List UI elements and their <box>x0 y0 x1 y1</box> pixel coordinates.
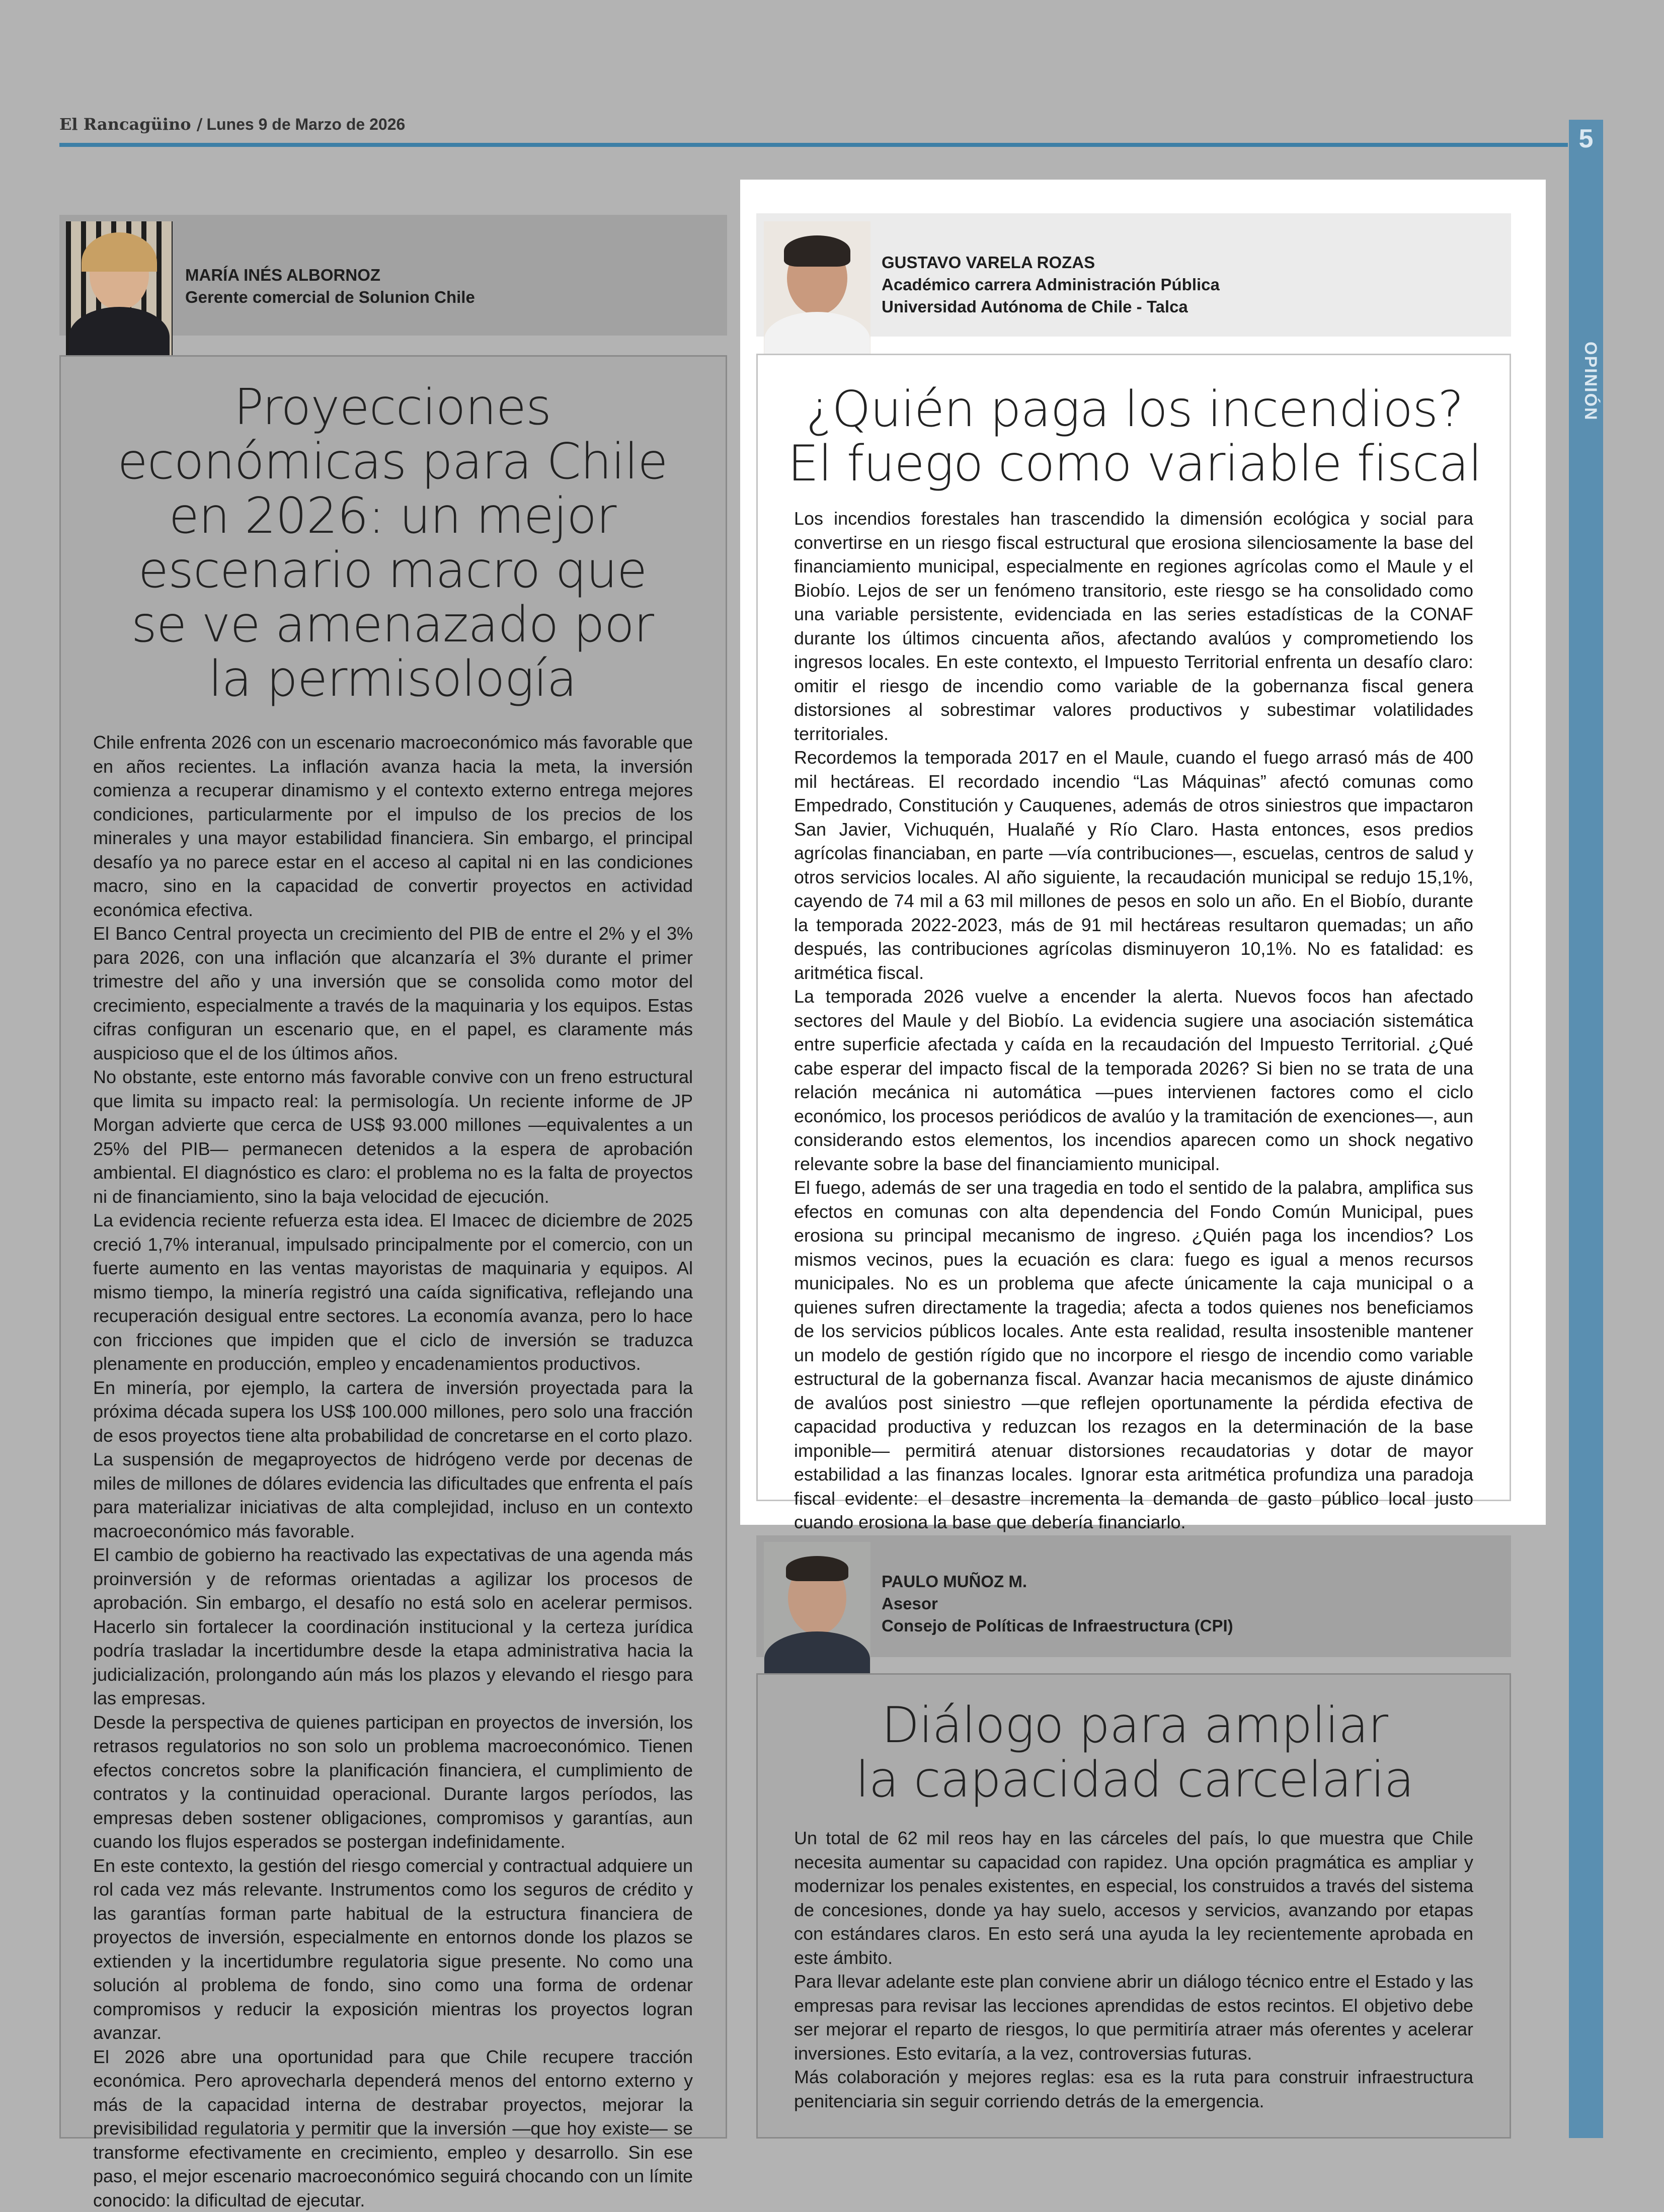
masthead <box>59 115 405 134</box>
paragraph: La evidencia reciente refuerza esta idea. El Imacec de diciembre de 2025 creció 1,7% interanual, impulsado principalmente por el comercio, con un fuerte aumento en las ventas mayoristas de maquinaria y equipos. Al mismo tiempo, la minería registró una caída significativa, reflejando una recuperación desigual entre sectores. La economía avanza, pero lo hace con fricciones que impiden que el ciclo de inversión se traduzca plenamente en producción, empleo y encadenamientos productivos. <box>93 1208 693 1376</box>
author-name: PAULO MUÑOZ M. <box>882 1571 1233 1593</box>
author-role: Académico carrera Administración Pública <box>882 274 1220 296</box>
article-body-left <box>93 730 693 2212</box>
header-rule <box>59 143 1568 147</box>
author-photo-munoz <box>764 1542 870 1684</box>
paragraph: El 2026 abre una oportunidad para que Chile recupere tracción económica. Pero aprovecharla dependerá menos del entorno externo y más de la capacidad interna de destrabar proyectos, mejorar la previsibilidad regulatoria y permitir que la inversión —que hoy existe— se transforme efectivamente en crecimiento, empleo y desarrollo. Sin ese paso, el mejor escenario macroeconómico seguirá chocando con un límite conocido: la dificultad de ejecutar. <box>93 2045 693 2212</box>
headline-line: económicas para Chile <box>81 435 704 489</box>
author-institution: Consejo de Políticas de Infraestructura (CPI) <box>882 1615 1233 1637</box>
paragraph: Chile enfrenta 2026 con un escenario macroeconómico más favorable que en años recientes. La inflación avanza hacia la meta, la inversión comienza a recuperar dinamismo y el contexto externo entrega mejores condiciones, particularmente por el impulso de los precios de los minerales y una mayor estabilidad financiera. Sin embargo, el principal desafío ya no parece estar en el acceso al capital ni en las condiciones macro, sino en la capacidad de convertir proyectos en actividad económica efectiva. <box>93 730 693 922</box>
section-label: OPINIÓN <box>1572 331 1600 432</box>
author-photo-varela <box>764 221 870 363</box>
headline-line: Proyecciones <box>81 380 704 435</box>
paragraph: Más colaboración y mejores reglas: esa es la ruta para construir infraestructura penitenciaria sin seguir corriendo detrás de la emergencia. <box>794 2065 1473 2113</box>
author-role: Asesor <box>882 1593 1233 1615</box>
paragraph: Desde la perspectiva de quienes participan en proyectos de inversión, los retrasos regulatorios no son solo un problema macroeconómico. Tienen efectos concretos sobre la planificación financiera, el cumplimiento de contratos y la continuidad operacional. Durante largos períodos, las empresas deben sostener obligaciones, compromisos y garantías, aun cuando los flujos esperados se postergan indefinidamente. <box>93 1710 693 1854</box>
paragraph: En este contexto, la gestión del riesgo comercial y contractual adquiere un rol cada vez más relevante. Instrumentos como los seguros de crédito y las garantías forman parte habitual de la estructura financiera de proyectos de inversión, especialmente en entornos donde los plazos se extienden y la incertidumbre regulatoria sigue presente. No como una solución al problema de fondo, sino como una forma de ordenar compromisos y reducir la exposición mientras los proyectos logran avanzar. <box>93 1854 693 2045</box>
paragraph: En minería, por ejemplo, la cartera de inversión proyectada para la próxima década supera los US$ 100.000 millones, pero solo una fracción de esos proyectos tiene alta probabilidad de concretarse en el corto plazo. La suspensión de megaproyectos de hidrógeno verde por decenas de miles de millones de dólares evidencia las dificultades que enfrenta el país para materializar iniciativas de alta complejidad, incluso en un contexto macroeconómico más favorable. <box>93 1376 693 1543</box>
headline-line: se ve amenazado por <box>81 598 704 652</box>
article-body-munoz <box>794 1826 1473 2113</box>
author-info-munoz <box>882 1571 1233 1637</box>
paragraph: El cambio de gobierno ha reactivado las expectativas de una agenda más proinversión y de reformas orientadas a agilizar los procesos de aprobación. Sin embargo, el desafío no está solo en acelerar permisos. Hacerlo sin fortalecer la coordinación institucional y la certeza jurídica podría trasladar la incertidumbre desde la etapa administrativa hacia la judicialización, prolongando aún más los plazos y elevando el riesgo para las empresas. <box>93 1543 693 1710</box>
headline-line: en 2026: un mejor <box>81 489 704 543</box>
masthead-paper: El Rancagüino / <box>59 115 202 134</box>
paragraph: Los incendios forestales han trascendido la dimensión ecológica y social para convertirse en un riesgo fiscal estructural que erosiona silenciosamente la base del financiamiento municipal, especialmente en regiones agrícolas como el Maule y el Biobío. Lejos de ser un fenómeno transitorio, este riesgo se ha consolidado como una variable persistente, evidenciada en las series estadísticas de la CONAF durante los últimos cincuenta años, afectando avalúos y comprometiendo los ingresos locales. En este contexto, el Impuesto Territorial enfrenta un desafío claro: omitir el riesgo de incendio como variable de la gobernanza fiscal genera distorsiones al sobrestimar valores productivos y subestimar volatilidades territoriales. <box>794 507 1473 746</box>
section-sidebar <box>1569 120 1603 2138</box>
article-body-varela <box>794 507 1473 1534</box>
author-role: Gerente comercial de Solunion Chile <box>185 286 475 308</box>
paragraph: Un total de 62 mil reos hay en las cárceles del país, lo que muestra que Chile necesita aumentar su capacidad con rapidez. Una opción pragmática es ampliar y modernizar los penales existentes, en especial, los construidos a través del sistema de concesiones, donde ya hay suelo, accesos y servicios, avanzando por etapas con estándares claros. En esto será una ayuda la ley recientemente aprobada en este ámbito. <box>794 1826 1473 1970</box>
headline-munoz <box>770 1698 1499 1807</box>
headline-left <box>81 380 704 706</box>
headline-varela <box>770 382 1499 491</box>
paragraph: La temporada 2026 vuelve a encender la alerta. Nuevos focos han afectado sectores del Maule y del Biobío. La evidencia sugiere una asociación sistemática entre superficie afectada y caída en la recaudación del Impuesto Territorial. ¿Qué cabe esperar del impacto fiscal de la temporada 2026? Si bien no se trata de una relación mecánica ni automática —pues intervienen factores como el ciclo económico, los procesos periódicos de avalúo y la tramitación de exenciones—, aun considerando estos elementos, los incendios aparecen como un shock negativo relevante sobre la base del financiamiento municipal. <box>794 985 1473 1176</box>
page-number: 5 <box>1569 124 1603 154</box>
headline-line: la capacidad carcelaria <box>770 1753 1499 1807</box>
paragraph: Para llevar adelante este plan conviene abrir un diálogo técnico entre el Estado y las empresas para revisar las lecciones aprendidas de estos recintos. El objetivo debe ser mejorar el reparto de riesgos, lo que permitiría atraer más oferentes y acelerar inversiones. Esto evitaría, a la vez, controversias futuras. <box>794 1970 1473 2065</box>
masthead-date: Lunes 9 de Marzo de 2026 <box>206 115 405 133</box>
author-name: GUSTAVO VARELA ROZAS <box>882 252 1220 274</box>
paragraph: Recordemos la temporada 2017 en el Maule, cuando el fuego arrasó más de 400 mil hectáreas. El recordado incendio “Las Máquinas” afectó comunas como Empedrado, Constitución y Cauquenes, además de otros siniestros que impactaron San Javier, Vichuquén, Hualañé y Río Claro. Hasta entonces, esos predios agrícolas financiaban, en parte —vía contribuciones—, escuelas, centros de salud y otros servicios locales. Al año siguiente, la recaudación municipal se redujo 15,1%, cayendo de 74 mil a 63 mil millones de pesos en solo un año. En el Biobío, durante la temporada 2022-2023, más de 91 mil hectáreas resultaron quemadas; un año después, las contribuciones agrícolas disminuyeron 10,1%. No es fatalidad: es aritmética fiscal. <box>794 746 1473 985</box>
headline-line: El fuego como variable fiscal <box>770 437 1499 491</box>
author-info-albornoz <box>185 264 475 308</box>
paragraph: El Banco Central proyecta un crecimiento del PIB de entre el 2% y el 3% para 2026, con una inflación que alcanzaría el 3% durante el primer trimestre del año y una inversión que se consolida como motor del crecimiento, especialmente a través de la maquinaria y los equipos. Estas cifras configuran un escenario que, en el papel, es claramente más auspicioso que el de los últimos años. <box>93 922 693 1065</box>
paragraph: El fuego, además de ser una tragedia en todo el sentido de la palabra, amplifica sus efectos en comunas con alta dependencia del Fondo Común Municipal, pues erosiona su principal mecanismo de ingreso. ¿Quién paga los incendios? Los mismos vecinos, pues la ecuación es clara: fuego es igual a menos recursos municipales. No es un problema que afecte únicamente la caja municipal o a quienes sufren directamente la tragedia; afecta a todos quienes nos beneficiamos de los servicios públicos locales. Ante esta realidad, resulta insostenible mantener un modelo de gestión rígido que no incorpore el riesgo de incendio como variable estructural de la gobernanza fiscal. Avanzar hacia mecanismos de ajuste dinámico de avalúos post siniestro —que reflejen oportunamente la pérdida efectiva de capacidad productiva y reduzcan los rezagos en la determinación de la base imponible— permitirá atenuar distorsiones recaudatorias y dotar de mayor estabilidad a las finanzas locales. Ignorar esta aritmética profundiza una paradoja fiscal evidente: el desastre incrementa la demanda de gasto público local justo cuando erosiona la base que debería financiarlo. <box>794 1176 1473 1534</box>
paragraph: No obstante, este entorno más favorable convive con un freno estructural que limita su impacto real: la permisología. Un reciente informe de JP Morgan advierte que cerca de US$ 93.000 millones —equivalentes a un 25% del PIB— permanecen detenidos a la espera de aprobación ambiental. El diagnóstico es claro: el problema no es la falta de proyectos ni de financiamiento, sino la baja velocidad de ejecución. <box>93 1065 693 1208</box>
headline-line: escenario macro que <box>81 543 704 598</box>
headline-line: ¿Quién paga los incendios? <box>770 382 1499 437</box>
headline-line: la permisología <box>81 652 704 706</box>
headline-line: Diálogo para ampliar <box>770 1698 1499 1753</box>
author-institution: Universidad Autónoma de Chile - Talca <box>882 296 1220 318</box>
author-name: MARÍA INÉS ALBORNOZ <box>185 264 475 286</box>
author-photo-albornoz <box>66 221 173 363</box>
author-info-varela <box>882 252 1220 318</box>
